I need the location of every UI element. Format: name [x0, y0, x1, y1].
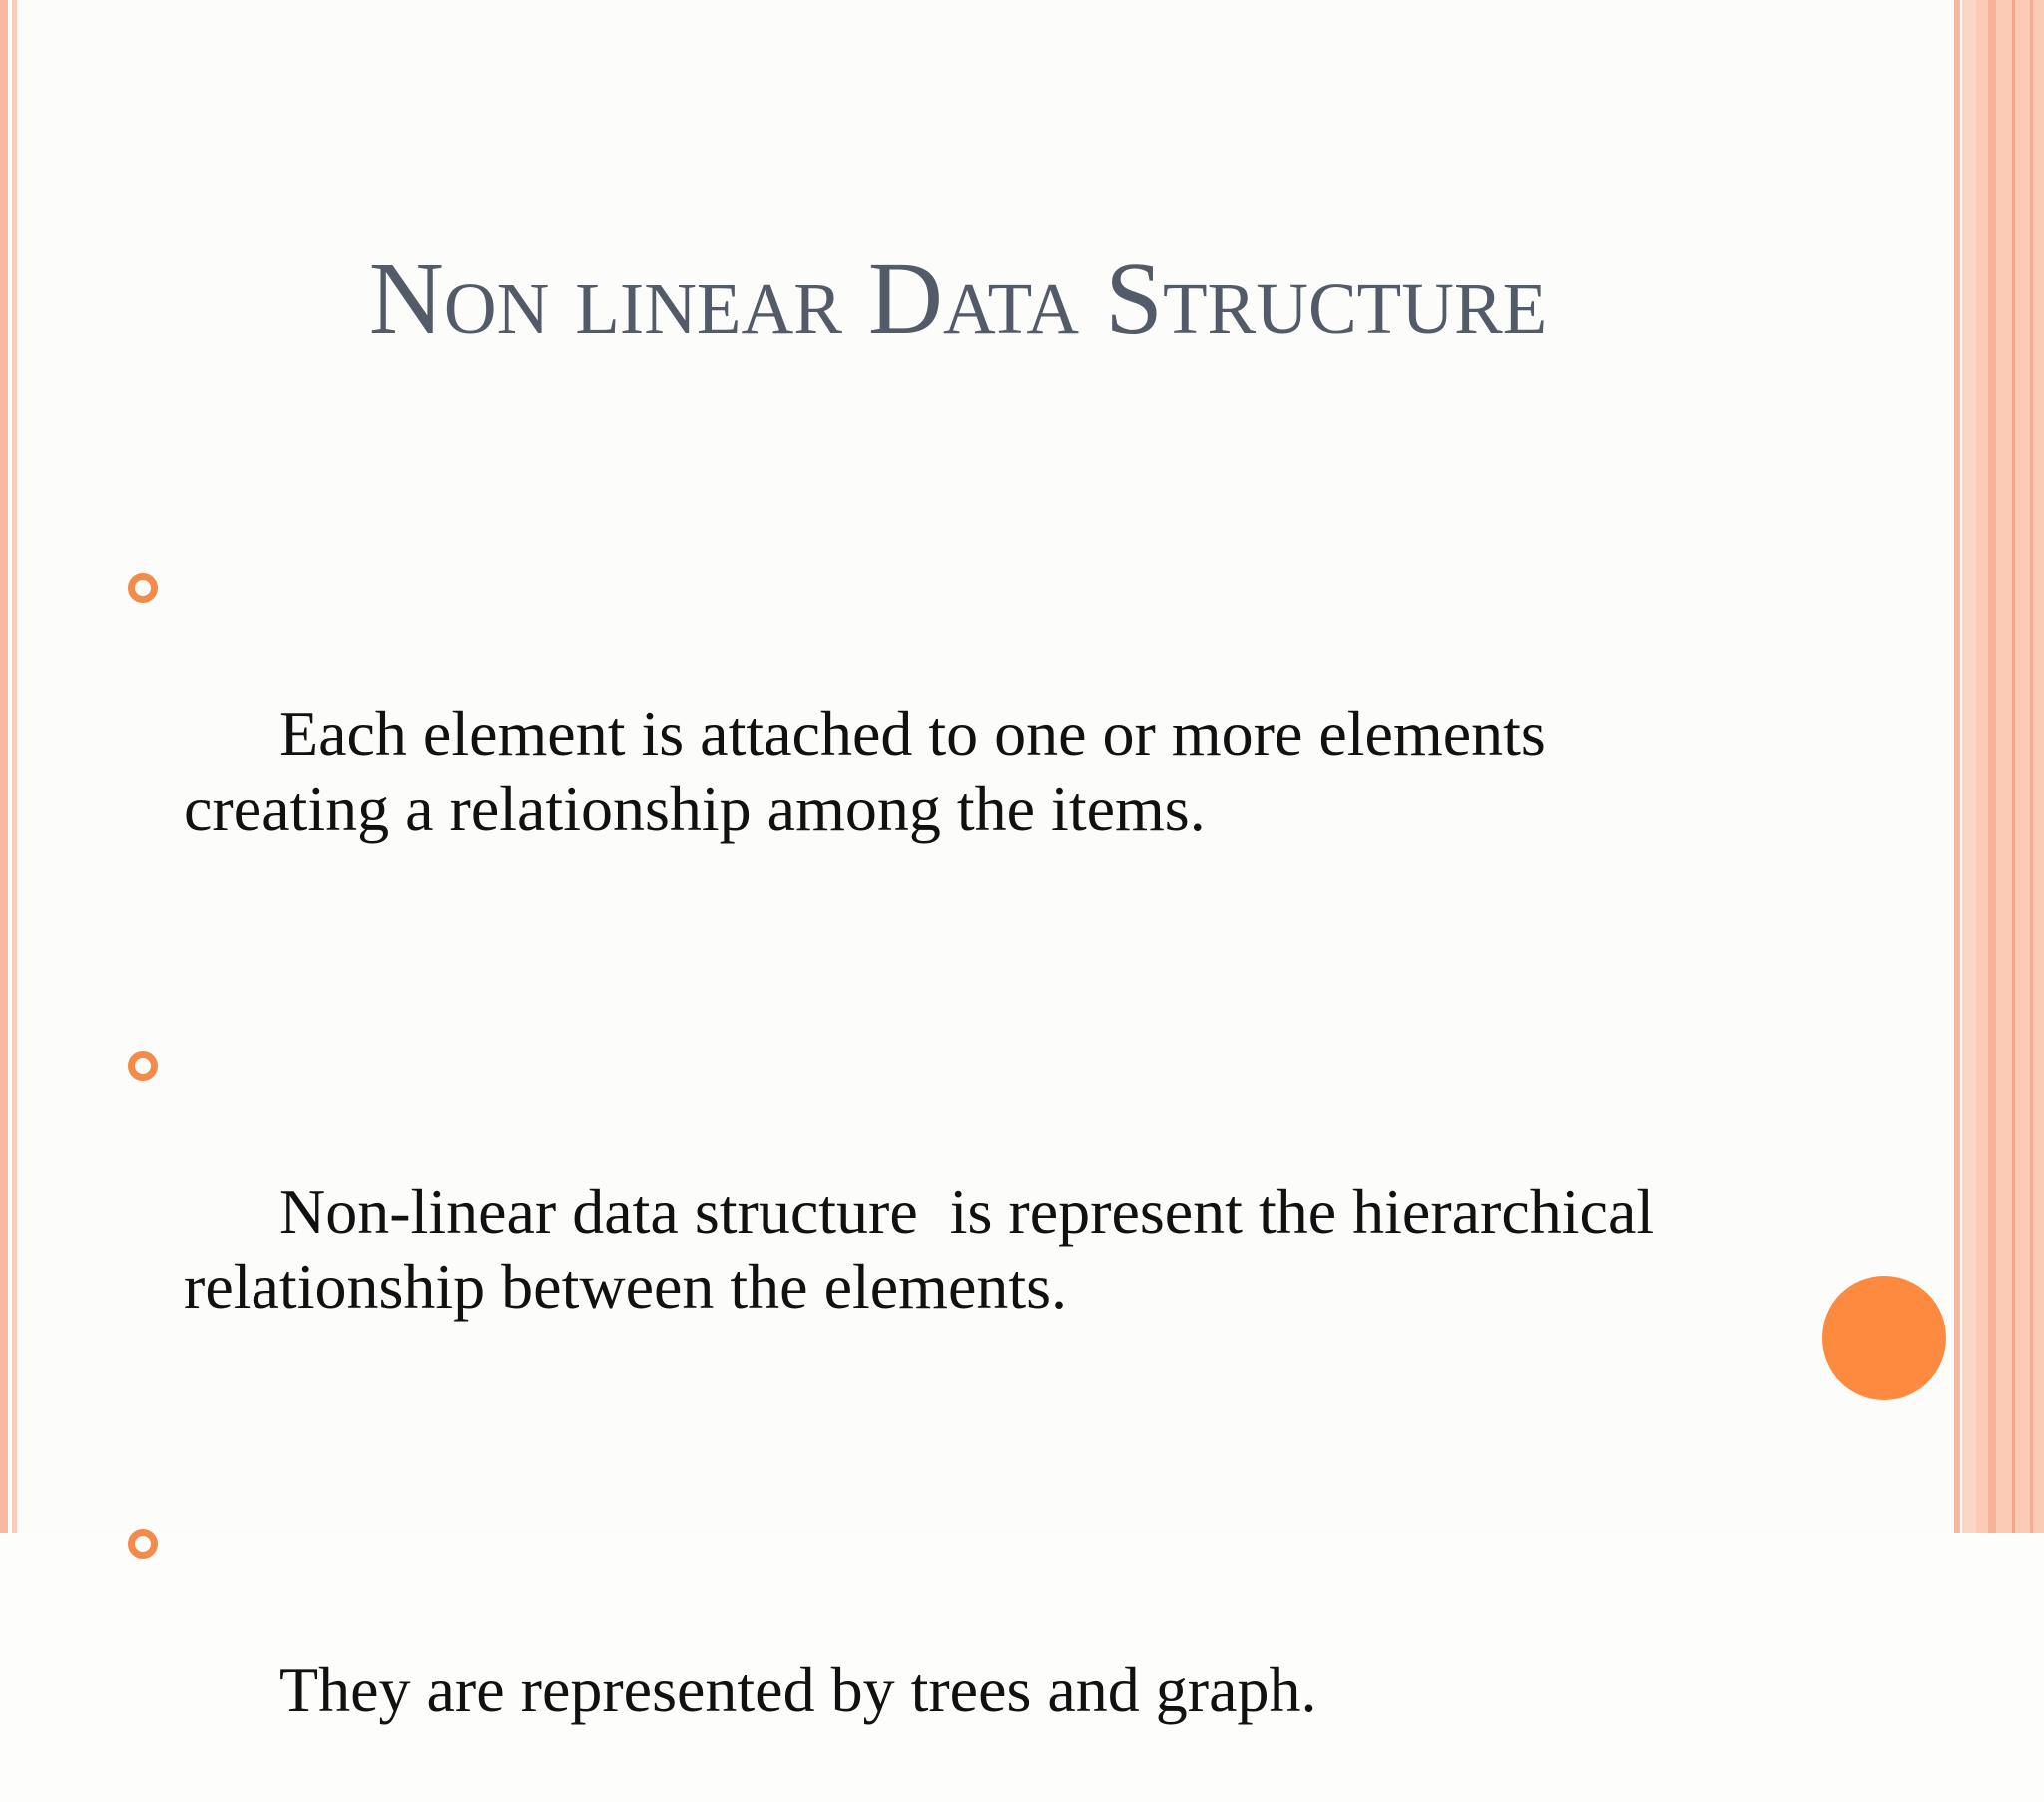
ring-bullet-icon	[128, 1529, 158, 1559]
bullet-text-2: Non-linear data structure is represent the hierarchical relationship between the elements.	[184, 1176, 1671, 1322]
left-border-stripe-inner	[12, 0, 17, 1533]
bullet-text-1: Each element is attached to one or more elements creating a relationship among the items.	[184, 698, 1562, 844]
bullet-item-2	[128, 1025, 1745, 1399]
right-border-stripe-5	[2030, 0, 2033, 1533]
ring-bullet-icon	[128, 1051, 158, 1081]
right-border-band	[1976, 0, 2044, 1533]
bullet-text-3: They are represented by trees and graph.	[279, 1654, 1317, 1725]
bullet-item-3	[128, 1503, 1745, 1802]
bullet-list	[128, 547, 1745, 1802]
ring-bullet-icon	[128, 573, 158, 603]
right-border-stripe-3	[1988, 0, 1996, 1533]
slide-title: Non linear Data Structure	[368, 241, 1548, 356]
right-border-stripe-4	[2012, 0, 2015, 1533]
left-border-stripe	[0, 0, 8, 1533]
right-border-stripe-2	[1962, 0, 1976, 1533]
right-border-stripe-1	[1954, 0, 1960, 1533]
orange-circle-decoration	[1822, 1276, 1946, 1400]
bullet-item-1	[128, 547, 1745, 921]
